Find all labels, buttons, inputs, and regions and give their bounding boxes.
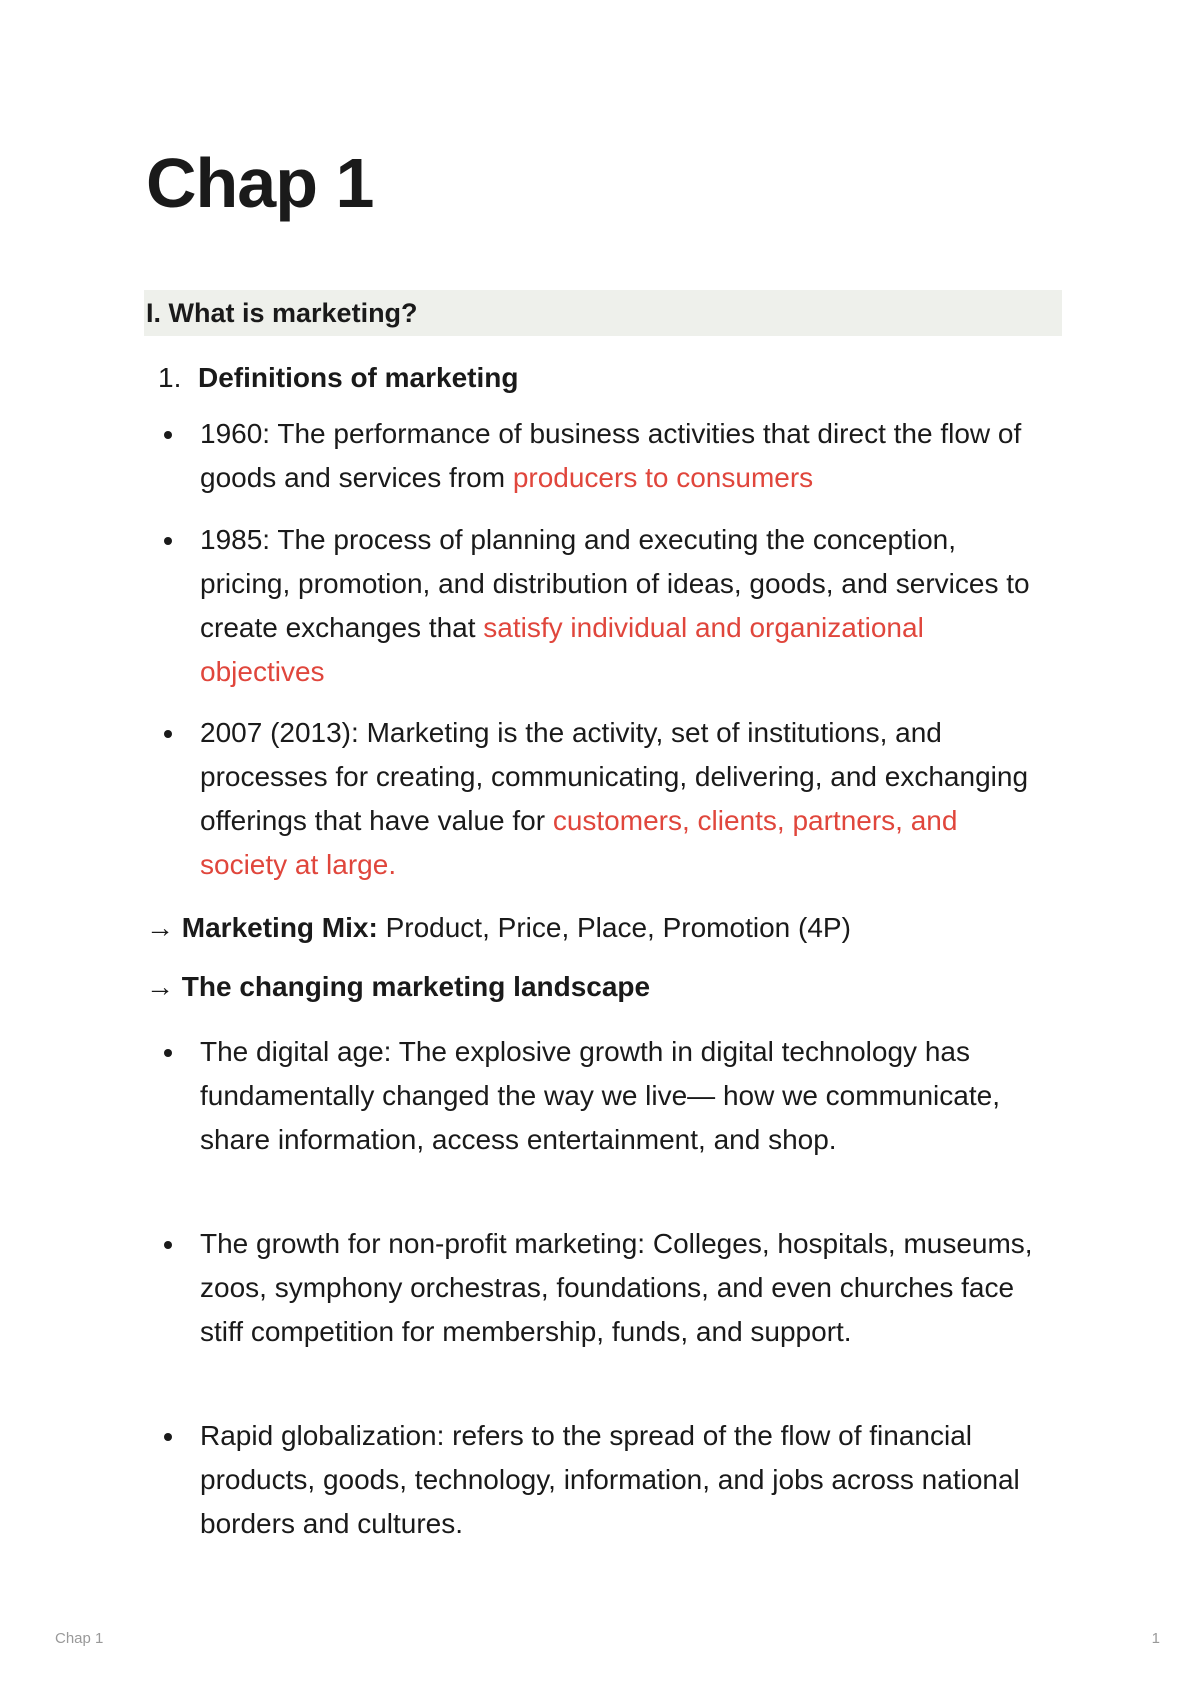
marketing-mix-label: Marketing Mix: xyxy=(181,912,378,943)
definition-highlight: customers, clients, partners, and society at large. xyxy=(200,805,958,880)
bullet-icon xyxy=(164,431,172,439)
marketing-mix-line xyxy=(146,906,851,950)
page-number: 1 xyxy=(1151,1630,1160,1647)
bullet-icon xyxy=(164,537,172,545)
bullet-icon xyxy=(164,1241,172,1249)
landscape-heading xyxy=(146,965,650,1009)
bullet-icon xyxy=(164,1049,172,1057)
page-title: Chap 1 xyxy=(146,144,374,222)
definition-highlight: producers to consumers xyxy=(512,462,814,493)
definition-highlight: satisfy individual and organizational objectives xyxy=(200,612,924,687)
landscape-label: The changing marketing landscape xyxy=(181,971,651,1002)
list-item xyxy=(164,412,1064,500)
landscape-text: Rapid globalization: refers to the spread of the flow of financial products, goods, technology, information, and jobs across national borders and cultures. xyxy=(200,1420,1020,1539)
item-label: Definitions of marketing xyxy=(198,362,519,393)
arrow-icon: → xyxy=(146,971,174,1002)
definition-text: 1985: The process of planning and executing the conception, pricing, promotion, and distribution of ideas, goods, and services to create exchanges that xyxy=(200,524,1030,643)
list-item xyxy=(164,1222,1064,1354)
definition-text: 2007 (2013): Marketing is the activity, set of institutions, and processes for creating, communicating, delivering, and exchanging offerings that have value for xyxy=(200,717,1029,836)
bullet-icon xyxy=(164,730,172,738)
list-item xyxy=(164,518,1064,694)
bullet-icon xyxy=(164,1433,172,1441)
list-item xyxy=(164,1030,1064,1162)
footer-doc-name: Chap 1 xyxy=(55,1630,104,1647)
landscape-text: The growth for non-profit marketing: Colleges, hospitals, museums, zoos, symphony orchestras, foundations, and even churches face stiff competition for membership, funds, and support. xyxy=(200,1228,1033,1347)
numbered-item xyxy=(158,356,518,400)
list-item xyxy=(164,1414,1064,1546)
landscape-text: The digital age: The explosive growth in digital technology has fundamentally changed the way we live— how we communicate, share information, access entertainment, and shop. xyxy=(200,1036,1000,1155)
marketing-mix-text: Product, Price, Place, Promotion (4P) xyxy=(377,912,851,943)
section-heading: I. What is marketing? xyxy=(144,290,1062,336)
arrow-icon: → xyxy=(146,912,174,943)
list-item xyxy=(164,711,1064,887)
item-number: 1. xyxy=(158,362,182,393)
definition-text: 1960: The performance of business activities that direct the flow of goods and services from xyxy=(200,418,1022,493)
